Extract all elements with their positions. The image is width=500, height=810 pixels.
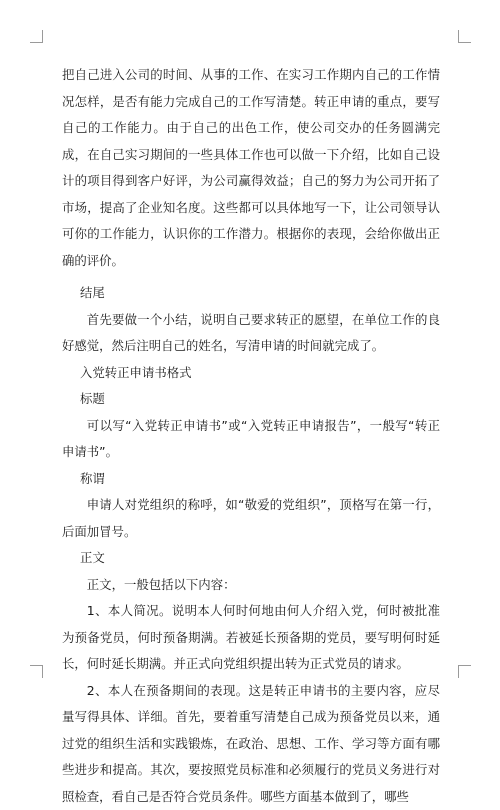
document-body: [62, 62, 440, 810]
heading-format: 入党转正申请书格式: [62, 360, 440, 387]
page-corner-mark-bottom-right: [458, 665, 471, 678]
paragraph-ending: 首先要做一个小结，说明自己要求转正的愿望，在单位工作的良好感觉，然后注明自己的姓名，写清申请的时间就完成了。: [62, 307, 440, 360]
paragraph-personal-info: 1、本人简况。说明本人何时何地由何人介绍入党，何时被批准为预备党员，何时预备期满。若被延长预备期的党员，要写明何时延长，何时延长期满。并正式向党组织提出转为正式党员的请求。: [62, 598, 440, 678]
heading-body: 正文: [62, 545, 440, 572]
paragraph-title: 可以写“入党转正申请书”或“入党转正申请报告”，一般写“转正申请书”。: [62, 413, 440, 466]
heading-title: 标题: [62, 386, 440, 413]
paragraph-body-intro: 正文，一般包括以下内容：: [62, 572, 440, 599]
page-corner-mark-top-left: [30, 30, 43, 43]
paragraph-work-ability: 把自己进入公司的时间、从事的工作、在实习工作期内自己的工作情况怎样，是否有能力完成自己的工作写清楚。转正申请的重点，要写自己的工作能力。由于自己的出色工作，使公司交办的任务圆满完成，在自己实习期间的一些具体工作也可以做一下介绍，比如自己设计的项目得到客户好评，为公司赢得效益；自己的努力为公司开拓了市场，提高了企业知名度。这些都可以具体地写一下，让公司领导认可你的工作能力，认识你的工作潜力。根据你的表现，会给你做出正确的评价。: [62, 62, 440, 274]
paragraph-probation-performance: 2、本人在预备期间的表现。这是转正申请书的主要内容，应尽量写得具体、详细。首先，要着重写清楚自己成为预备党员以来，通过党的组织生活和实践锻炼，在政治、思想、工作、学习等方面有哪些进步和提高。其次，要按照党员标准和必须履行的党员义务进行对照检查，看自己是否符合党员条件。哪些方面基本做到了，哪些: [62, 678, 440, 810]
heading-salutation: 称谓: [62, 466, 440, 493]
page-corner-mark-bottom-left: [30, 665, 43, 678]
paragraph-salutation: 申请人对党组织的称呼，如“敬爱的党组织”，顶格写在第一行，后面加冒号。: [62, 492, 440, 545]
page-corner-mark-top-right: [458, 30, 471, 43]
heading-ending: 结尾: [62, 280, 440, 307]
